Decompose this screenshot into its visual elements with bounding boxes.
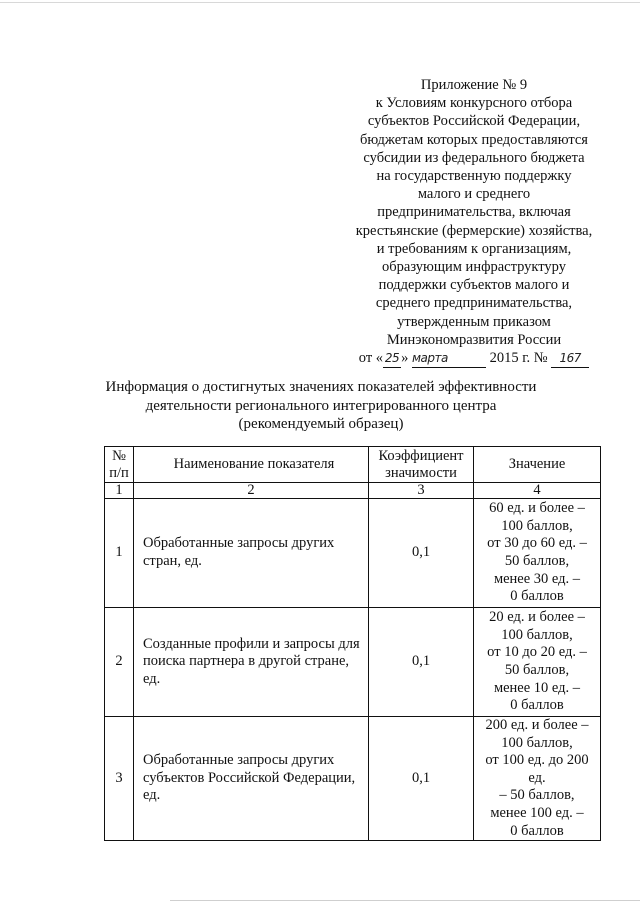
indicator-value bbox=[474, 717, 601, 841]
page-bottom-edge bbox=[170, 900, 640, 901]
value-line: менее 10 ед. – bbox=[493, 679, 581, 696]
header-line: Приложение № 9 bbox=[420, 77, 528, 93]
title-line: (рекомендуемый образец) bbox=[238, 416, 404, 432]
header-line: предпринимательства, включая bbox=[377, 204, 571, 221]
value-line: менее 100 ед. – bbox=[490, 804, 584, 821]
column-number-row bbox=[105, 483, 601, 499]
header-line: Минэкономразвития России bbox=[386, 331, 562, 348]
date-mid: » bbox=[401, 350, 412, 367]
column-number: 1 bbox=[105, 483, 134, 499]
header-line: бюджетам которых предоставляются bbox=[360, 131, 588, 148]
header-line: поддержки субъектов малого и bbox=[378, 277, 570, 294]
column-number: 3 bbox=[369, 483, 474, 499]
header-coefficient: Коэффициент значимости bbox=[369, 447, 474, 483]
value-line: 0 баллов bbox=[510, 588, 564, 605]
header-line: малого и среднего bbox=[417, 186, 531, 203]
handwritten-month: марта bbox=[412, 349, 486, 368]
value-line: 100 баллов, bbox=[501, 517, 573, 534]
table-row bbox=[105, 499, 601, 608]
row-number: 3 bbox=[105, 717, 134, 841]
title-line: Информация о достигнутых значениях показателей эффективности bbox=[105, 379, 537, 395]
header-line: крестьянские (фермерские) хозяйства, bbox=[355, 222, 593, 239]
appendix-header bbox=[338, 76, 610, 368]
indicator-coefficient: 0,1 bbox=[369, 608, 474, 717]
indicator-coefficient: 0,1 bbox=[369, 717, 474, 841]
header-line: утвержденным приказом bbox=[397, 313, 551, 330]
year-and-number-label: 2015 г. № bbox=[485, 350, 552, 367]
header-number: № п/п bbox=[105, 447, 134, 483]
indicator-name: Обработанные запросы других субъектов Российской Федерации, ед. bbox=[134, 717, 369, 841]
value-line: 60 ед. и более – bbox=[489, 500, 585, 517]
value-line: от 10 до 20 ед. – bbox=[487, 644, 587, 661]
header-line: и требованиям к организациям, bbox=[376, 240, 572, 257]
value-line: 50 баллов, bbox=[504, 553, 570, 569]
indicators-table bbox=[104, 446, 601, 841]
header-line: среднего предпринимательства, bbox=[375, 295, 573, 312]
handwritten-day: 25 bbox=[383, 349, 401, 368]
header-value: Значение bbox=[474, 447, 601, 483]
header-line: на государственную поддержку bbox=[376, 168, 572, 185]
header-line: субсидии из федерального бюджета bbox=[363, 149, 585, 166]
value-line: – 50 баллов, bbox=[499, 787, 575, 804]
indicator-coefficient: 0,1 bbox=[369, 499, 474, 608]
page-top-edge bbox=[0, 2, 640, 3]
indicator-value bbox=[474, 608, 601, 717]
value-line: от 30 до 60 ед. – bbox=[487, 535, 587, 552]
column-number: 2 bbox=[134, 483, 369, 499]
title-line: деятельности регионального интегрированного центра bbox=[145, 397, 497, 414]
header-name: Наименование показателя bbox=[134, 447, 369, 483]
value-line: менее 30 ед. – bbox=[493, 570, 581, 587]
column-number: 4 bbox=[474, 483, 601, 499]
indicator-value bbox=[474, 499, 601, 608]
document-title bbox=[100, 378, 542, 434]
header-line: субъектов Российской Федерации, bbox=[367, 113, 581, 130]
order-date-line bbox=[338, 349, 610, 368]
table-row bbox=[105, 717, 601, 841]
value-line: 0 баллов bbox=[510, 697, 564, 714]
table-row bbox=[105, 608, 601, 717]
row-number: 2 bbox=[105, 608, 134, 717]
handwritten-order-number: 167 bbox=[551, 349, 589, 368]
date-prefix: от « bbox=[358, 350, 384, 367]
value-line: 0 баллов bbox=[510, 822, 564, 839]
value-line: 100 баллов, bbox=[501, 734, 573, 751]
value-line: 50 баллов, bbox=[504, 662, 570, 678]
row-number: 1 bbox=[105, 499, 134, 608]
header-line: образующим инфраструктуру bbox=[382, 259, 566, 276]
table-header-row bbox=[105, 447, 601, 483]
indicator-name: Созданные профили и запросы для поиска партнера в другой стране, ед. bbox=[134, 608, 369, 717]
indicator-name: Обработанные запросы других стран, ед. bbox=[134, 499, 369, 608]
value-line: от 100 ед. до 200 ед. bbox=[485, 752, 589, 786]
value-line: 200 ед. и более – bbox=[485, 717, 589, 733]
value-line: 20 ед. и более – bbox=[489, 609, 585, 626]
value-line: 100 баллов, bbox=[501, 626, 573, 643]
header-line: к Условиям конкурсного отбора bbox=[375, 95, 573, 112]
